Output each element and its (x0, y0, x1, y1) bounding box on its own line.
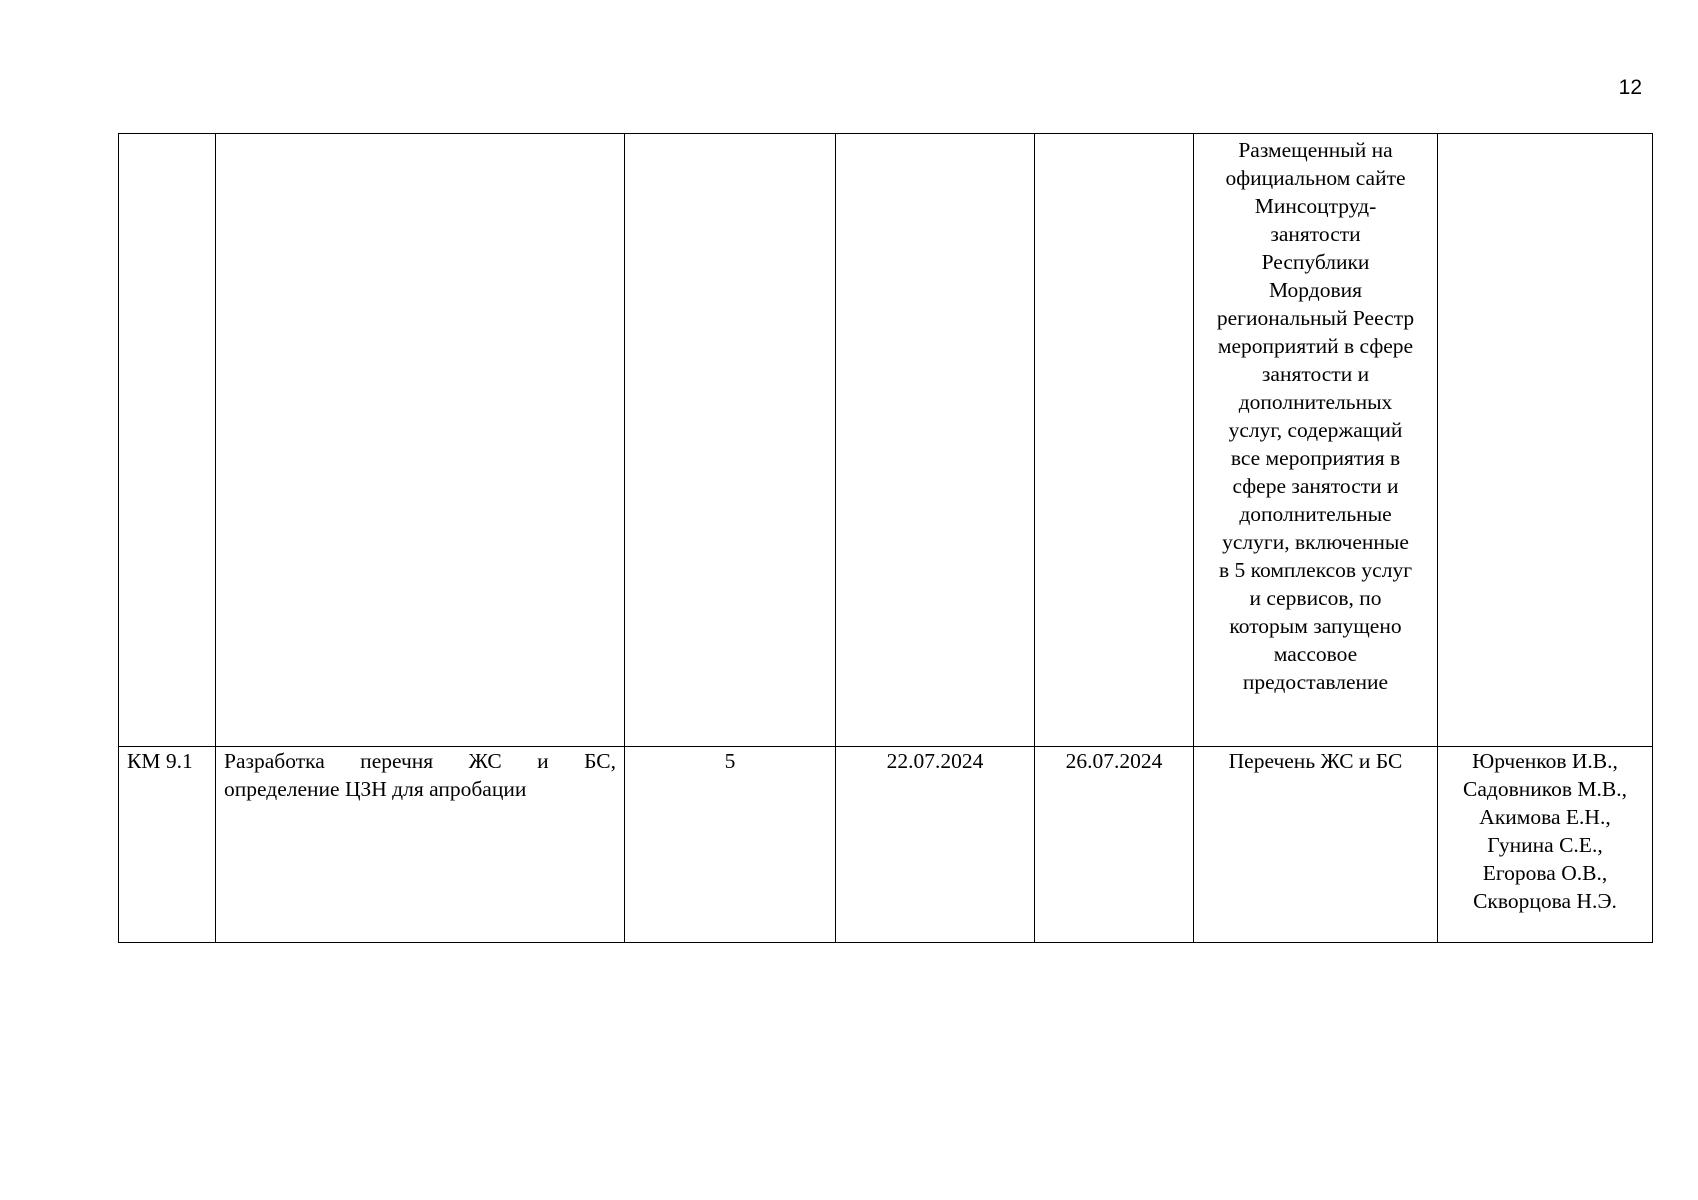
cell-result (1194, 134, 1438, 747)
table-row (119, 134, 1653, 747)
result-line: Республики (1261, 250, 1370, 274)
result-line: Минсоцтруд- (1254, 194, 1377, 218)
result-line: дополнительные (1239, 502, 1392, 526)
cell-responsible (1438, 747, 1653, 943)
result-line: Размещенный на (1238, 138, 1393, 162)
responsible-line: Егорова О.В., (1482, 861, 1608, 885)
responsible-line: Садовников М.В., (1463, 777, 1627, 801)
result-line: занятости (1270, 222, 1361, 246)
responsible-line: Гунина С.Е., (1487, 833, 1603, 857)
cell-name: Разработка перечня ЖС и БС, определение ЦЗН для апробации (216, 747, 625, 943)
responsible-line: Скворцова Н.Э. (1473, 889, 1617, 913)
result-line: услуги, включенные (1222, 530, 1409, 554)
cell-end-date (1035, 134, 1194, 747)
cell-end-date: 26.07.2024 (1035, 747, 1194, 943)
table-row (119, 747, 1653, 943)
result-line: региональный Реестр (1216, 306, 1415, 330)
cell-code (119, 134, 216, 747)
cell-value: 5 (625, 747, 836, 943)
cell-start-date (836, 134, 1035, 747)
result-line: сфере занятости и (1232, 474, 1399, 498)
result-line: Мордовия (1268, 278, 1363, 302)
result-line: и сервисов, по (1249, 586, 1382, 610)
result-line: которым запущено (1229, 614, 1402, 638)
result-line: официальном сайте (1225, 166, 1406, 190)
cell-value (625, 134, 836, 747)
cell-result (1194, 747, 1438, 943)
responsible-line: Акимова Е.Н., (1479, 805, 1611, 829)
result-line: предоставление (1242, 670, 1389, 694)
result-line: занятости и (1261, 362, 1370, 386)
cell-responsible (1438, 134, 1653, 747)
result-line: дополнительных (1238, 390, 1393, 414)
cell-name (216, 134, 625, 747)
result-line: все мероприятия в (1230, 446, 1401, 470)
cell-code: КМ 9.1 (119, 747, 216, 943)
result-line: Перечень ЖС и БС (1228, 749, 1403, 773)
result-line: услуг, содержащий (1228, 418, 1403, 442)
cell-start-date: 22.07.2024 (836, 747, 1035, 943)
result-line: мероприятий в сфере (1217, 334, 1414, 358)
responsible-line: Юрченков И.В., (1472, 749, 1618, 773)
page-number: 12 (1618, 76, 1642, 99)
result-line: в 5 комплексов услуг (1218, 558, 1413, 582)
plan-table (118, 133, 1653, 943)
result-line: массовое (1273, 642, 1358, 666)
